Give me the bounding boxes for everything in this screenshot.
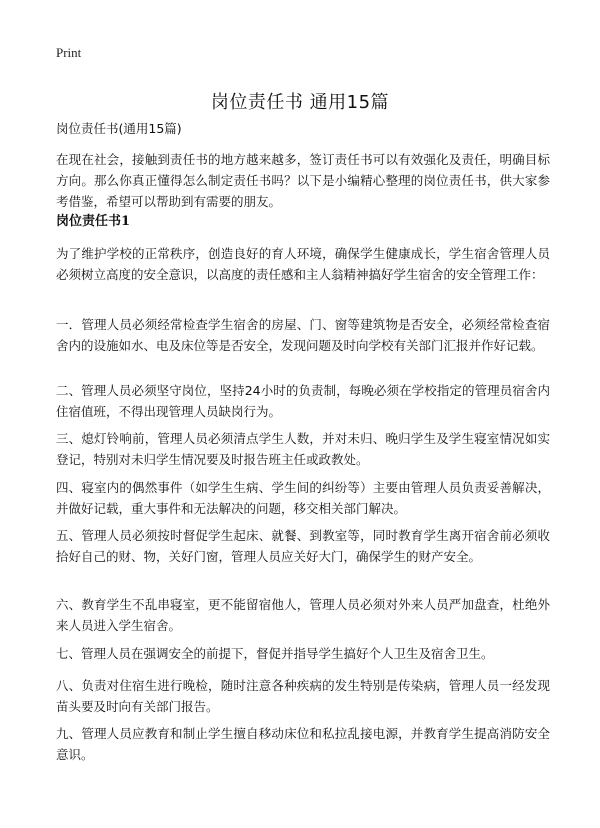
rule-item-8: 八、负责对住宿生进行晚检，随时注意各种疾病的发生特别是传染病，管理人员一经发现苗头要及时向有关部门报告。	[56, 678, 550, 714]
section-heading: 岗位责任书1	[56, 214, 131, 229]
rule-item-3: 三、熄灯铃响前，管理人员必须清点学生人数，并对未归、晚归学生及学生寝室情况如实登记，特别对未归学生情况要及时报告班主任或政教处。	[56, 431, 550, 467]
print-label: Print	[56, 45, 82, 60]
rule-item-1: 一．管理人员必须经常检查学生宿舍的房屋、门、窗等建筑物是否安全，必须经常检查宿舍内的设施如水、电及床位等是否安全，发现问题及时向学校有关部门汇报并作好记载。	[56, 317, 550, 353]
document-subtitle: 岗位责任书(通用15篇)	[56, 121, 182, 136]
rule-item-7: 七、管理人员在强调安全的前提下，督促并指导学生搞好个人卫生及宿舍卫生。	[56, 646, 494, 661]
document-title: 岗位责任书 通用15篇	[210, 92, 390, 114]
intro-paragraph: 在现在社会，接触到责任书的地方越来越多，签订责任书可以有效强化及责任，明确目标方向。那么你真正懂得怎么制定责任书吗？以下是小编精心整理的岗位责任书，供大家参考借鉴，希望可以帮助到有需要的朋友。	[56, 152, 550, 209]
section-intro-paragraph: 为了维护学校的正常秩序，创造良好的育人环境，确保学生健康成长，学生宿舍管理人员必须树立高度的安全意识，以高度的责任感和主人翁精神搞好学生宿舍的安全管理工作：	[56, 246, 550, 282]
rule-item-6: 六、教育学生不乱串寝室，更不能留宿他人，管理人员必须对外来人员严加盘查，杜绝外来人员进入学生宿舍。	[56, 597, 550, 633]
rule-item-9: 九、管理人员应教育和制止学生擅自移动床位和私拉乱接电源，并教育学生提高消防安全意识。	[56, 726, 550, 762]
rule-item-4: 四、寝室内的偶然事件（如学生生病、学生间的纠纷等）主要由管理人员负责妥善解决，并做好记载，重大事件和无法解决的问题，移交相关部门解决。	[56, 480, 550, 516]
rule-item-5: 五、管理人员必须按时督促学生起床、就餐、到教室等，同时教育学生离开宿舍前必须收拾好自己的财、物，关好门窗，管理人员应关好大门，确保学生的财产安全。	[56, 528, 550, 564]
rule-item-2: 二、管理人员必须坚守岗位，坚持24小时的负责制，每晚必须在学校指定的管理员宿舍内住宿值班，不得出现管理人员缺岗行为。	[56, 383, 550, 419]
